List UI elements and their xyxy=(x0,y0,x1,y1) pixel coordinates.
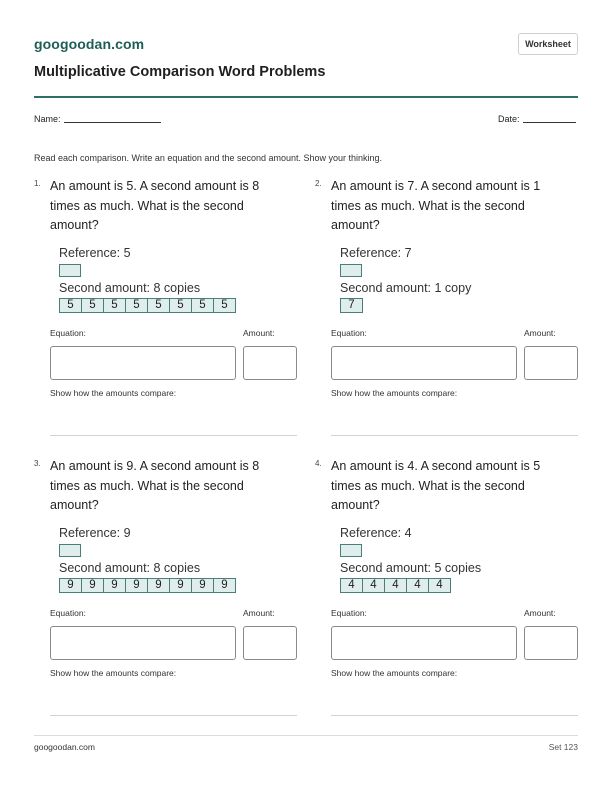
copy-box: 4 xyxy=(428,578,451,593)
show-thinking-line[interactable] xyxy=(50,715,297,716)
problem-4 xyxy=(315,457,575,727)
second-amount-label: Second amount: 8 copies xyxy=(59,281,201,295)
problem-text: An amount is 7. A second amount is 1 times as much. What is the second amount? xyxy=(331,179,541,232)
amount-input[interactable] xyxy=(524,626,578,660)
show-thinking-label: Show how the amounts compare: xyxy=(331,388,458,398)
problem-number: 1. xyxy=(34,179,41,188)
problem-number: 3. xyxy=(34,459,41,468)
copy-box: 5 xyxy=(147,298,170,313)
equation-input[interactable] xyxy=(50,626,236,660)
copy-box: 5 xyxy=(81,298,104,313)
copy-box: 5 xyxy=(59,298,82,313)
amount-label: Amount: xyxy=(524,328,556,338)
date-field[interactable] xyxy=(498,114,576,124)
equation-input[interactable] xyxy=(331,626,517,660)
reference-label: Reference: 5 xyxy=(59,246,131,260)
copies-strip xyxy=(340,298,362,313)
copy-box: 9 xyxy=(169,578,192,593)
instructions: Read each comparison. Write an equation and the second amount. Show your thinking. xyxy=(34,153,383,163)
reference-box xyxy=(340,264,362,277)
reference-box xyxy=(59,264,81,277)
amount-input[interactable] xyxy=(243,626,297,660)
copy-box: 4 xyxy=(340,578,363,593)
equation-label: Equation: xyxy=(50,608,86,618)
show-thinking-label: Show how the amounts compare: xyxy=(50,388,177,398)
equation-input[interactable] xyxy=(331,346,517,380)
footer-divider xyxy=(34,735,578,736)
copy-box: 5 xyxy=(169,298,192,313)
copy-box: 4 xyxy=(384,578,407,593)
copy-box: 7 xyxy=(340,298,363,313)
amount-label: Amount: xyxy=(243,328,275,338)
show-thinking-label: Show how the amounts compare: xyxy=(50,668,177,678)
date-line[interactable] xyxy=(523,122,576,123)
copy-box: 9 xyxy=(147,578,170,593)
reference-box xyxy=(59,544,81,557)
footer-site[interactable]: googoodan.com xyxy=(34,742,95,752)
reference-label: Reference: 7 xyxy=(340,246,412,260)
reference-box xyxy=(340,544,362,557)
copy-box: 9 xyxy=(103,578,126,593)
problem-3 xyxy=(34,457,294,727)
copy-box: 5 xyxy=(191,298,214,313)
copies-strip xyxy=(59,578,235,593)
equation-label: Equation: xyxy=(50,328,86,338)
copy-box: 5 xyxy=(125,298,148,313)
show-thinking-line[interactable] xyxy=(331,715,578,716)
problem-number: 2. xyxy=(315,179,322,188)
second-amount-label: Second amount: 1 copy xyxy=(340,281,472,295)
worksheet-badge: Worksheet xyxy=(518,33,578,55)
amount-input[interactable] xyxy=(243,346,297,380)
copy-box: 5 xyxy=(103,298,126,313)
problem-number: 4. xyxy=(315,459,322,468)
copy-box: 9 xyxy=(213,578,236,593)
copy-box: 9 xyxy=(125,578,148,593)
show-thinking-line[interactable] xyxy=(50,435,297,436)
copy-box: 5 xyxy=(213,298,236,313)
problem-1 xyxy=(34,177,294,447)
problem-text: An amount is 4. A second amount is 5 times as much. What is the second amount? xyxy=(331,459,541,512)
problem-2 xyxy=(315,177,575,447)
name-label: Name: xyxy=(34,114,61,124)
problem-text: An amount is 9. A second amount is 8 times as much. What is the second amount? xyxy=(50,459,260,512)
reference-label: Reference: 9 xyxy=(59,526,131,540)
date-label: Date: xyxy=(498,114,520,124)
problem-text: An amount is 5. A second amount is 8 times as much. What is the second amount? xyxy=(50,179,260,232)
copies-strip xyxy=(340,578,450,593)
copy-box: 9 xyxy=(59,578,82,593)
name-line[interactable] xyxy=(64,122,161,123)
copies-strip xyxy=(59,298,235,313)
show-thinking-line[interactable] xyxy=(331,435,578,436)
copy-box: 4 xyxy=(362,578,385,593)
show-thinking-label: Show how the amounts compare: xyxy=(331,668,458,678)
amount-label: Amount: xyxy=(243,608,275,618)
copy-box: 9 xyxy=(81,578,104,593)
amount-input[interactable] xyxy=(524,346,578,380)
amount-label: Amount: xyxy=(524,608,556,618)
name-field[interactable] xyxy=(34,114,161,124)
second-amount-label: Second amount: 5 copies xyxy=(340,561,482,575)
header-divider xyxy=(34,96,578,98)
footer-set-number: Set 123 xyxy=(548,742,578,752)
equation-label: Equation: xyxy=(331,328,367,338)
equation-label: Equation: xyxy=(331,608,367,618)
reference-label: Reference: 4 xyxy=(340,526,412,540)
copy-box: 4 xyxy=(406,578,429,593)
copy-box: 9 xyxy=(191,578,214,593)
equation-input[interactable] xyxy=(50,346,236,380)
page-title: Multiplicative Comparison Word Problems xyxy=(34,64,326,80)
second-amount-label: Second amount: 8 copies xyxy=(59,561,201,575)
brand-logo[interactable]: googoodan.com xyxy=(34,36,145,52)
